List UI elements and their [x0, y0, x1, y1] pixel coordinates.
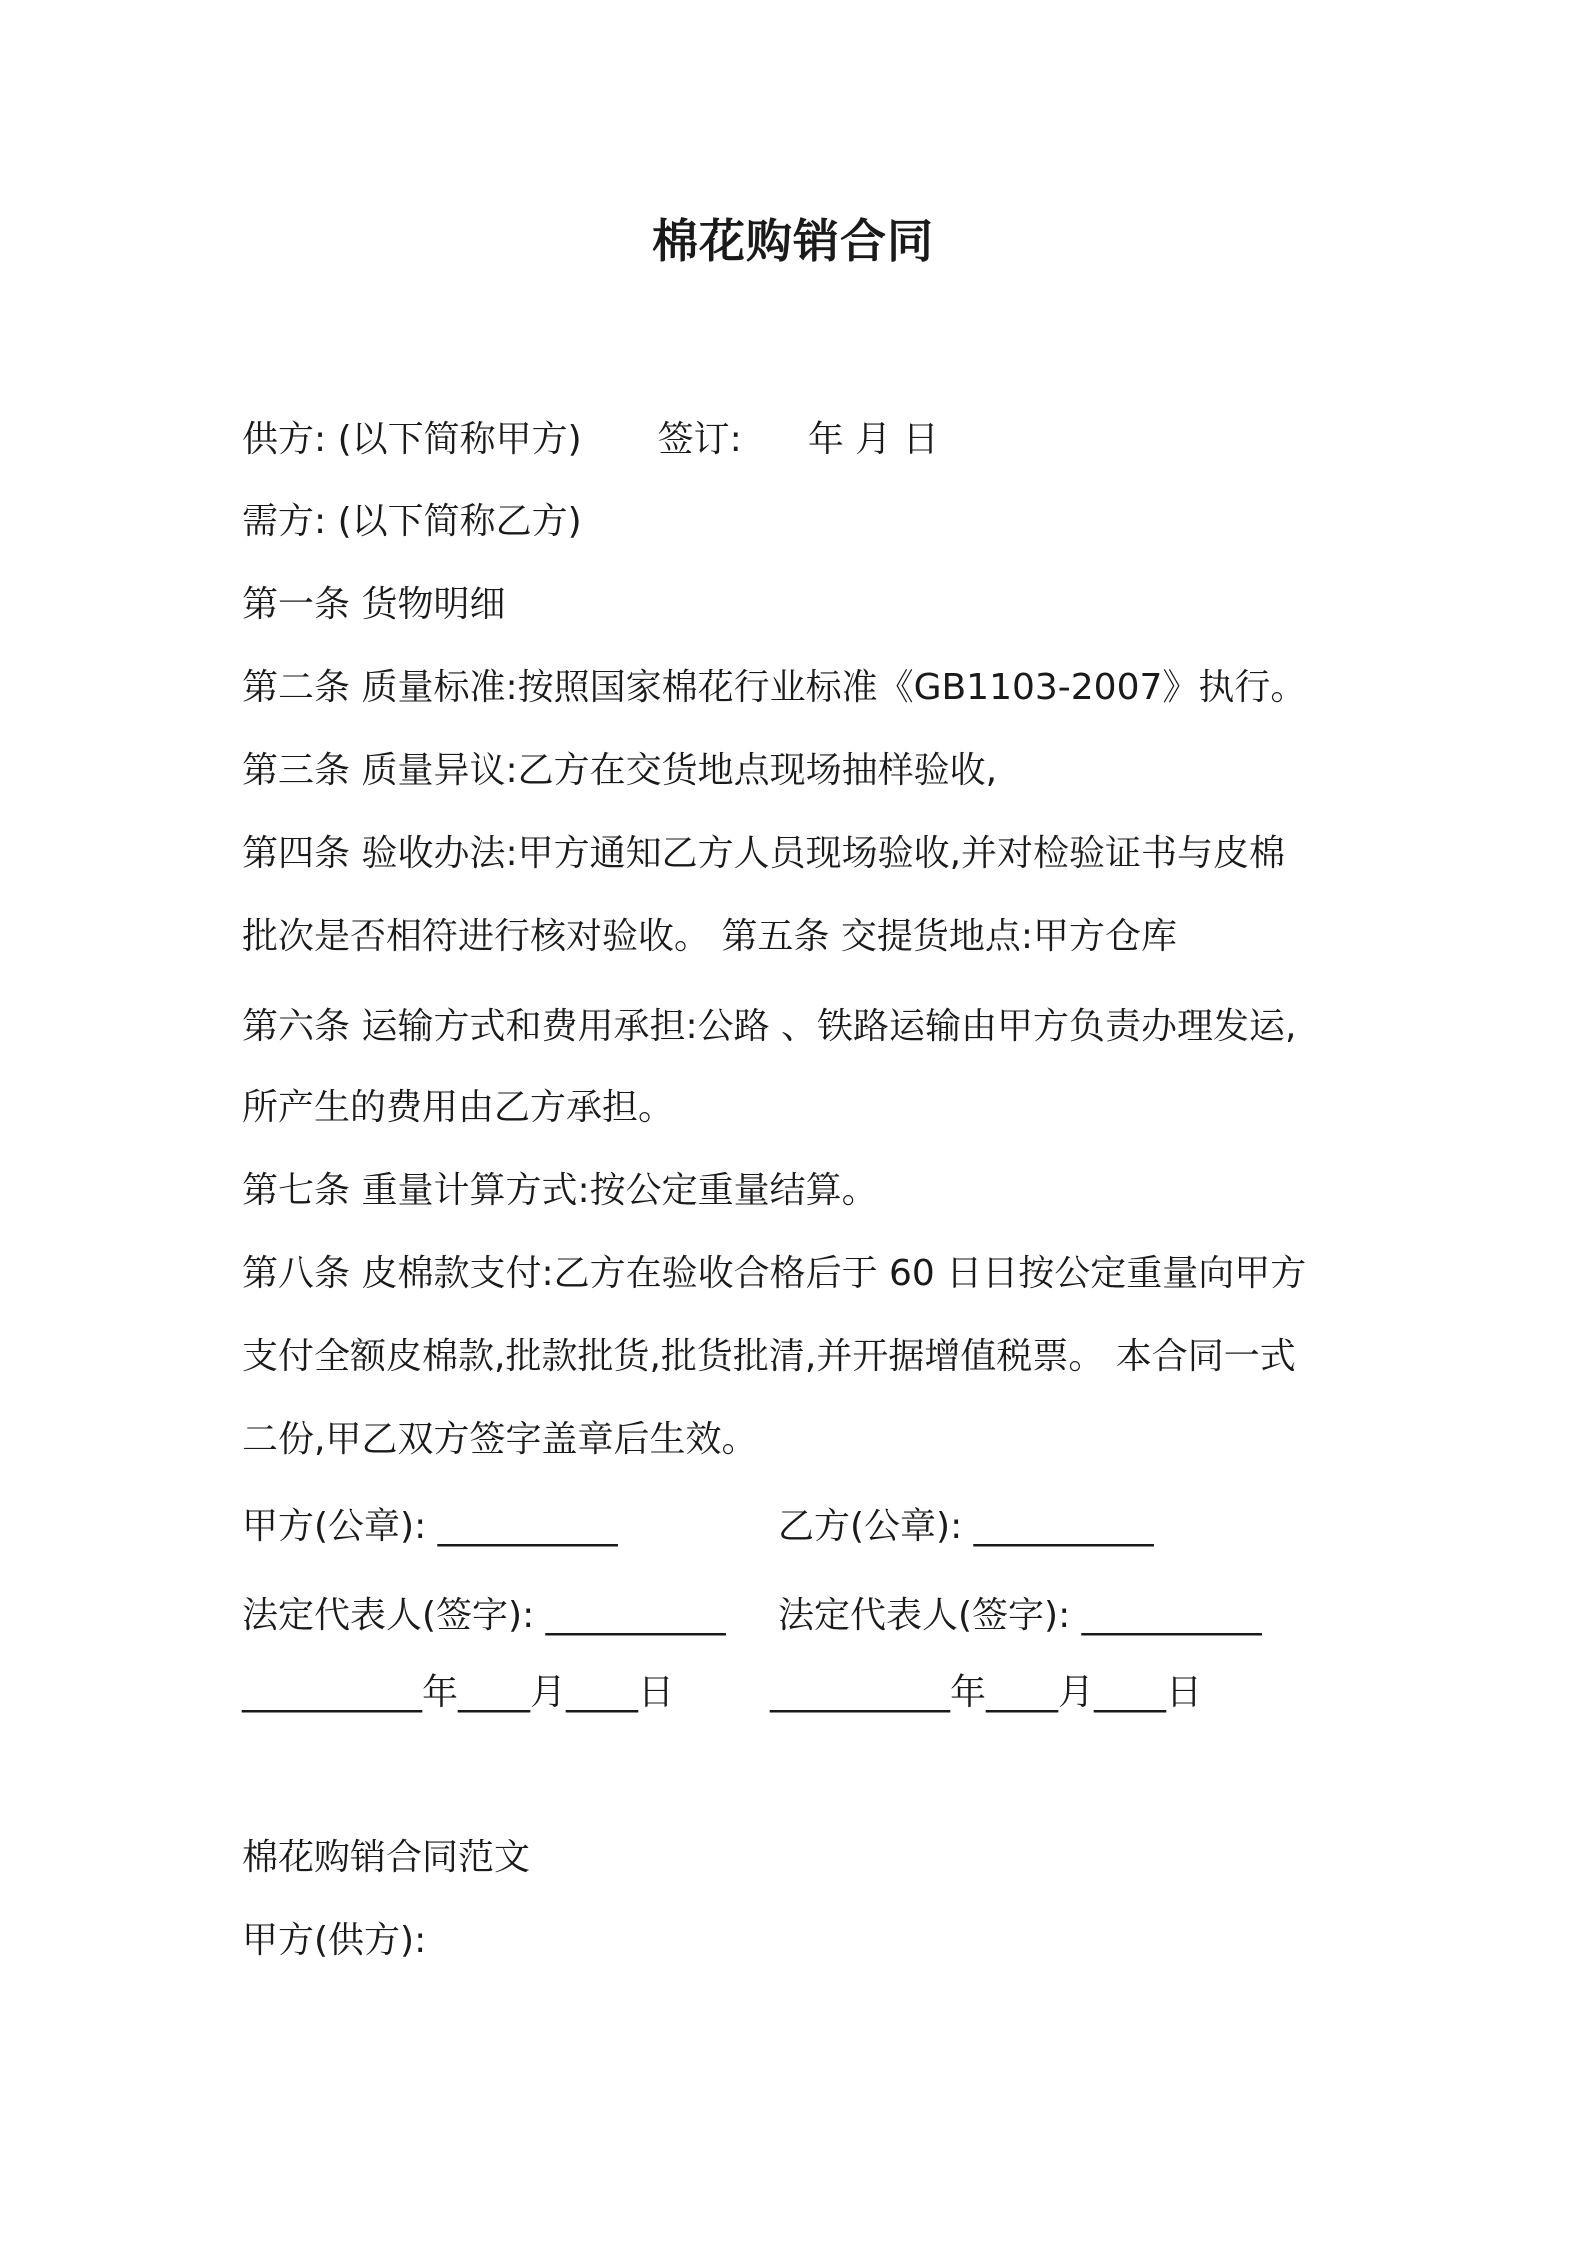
article-2: 第二条 质量标准:按照国家棉花行业标准《GB1103-2007》执行。 [242, 667, 1307, 708]
article-8-line-1: 第八条 皮棉款支付:乙方在验收合格后于 60 日日按公定重量向甲方 [242, 1253, 1307, 1294]
header-line-supplier [242, 415, 1372, 465]
supplier-label: 供方: (以下简称甲方) [242, 419, 582, 460]
article-6-line-1: 第六条 运输方式和费用承担:公路 、铁路运输由甲方负责办理发运, [242, 1006, 1297, 1047]
article-8-line-2: 支付全额皮棉款,批款批货,批货批清,并开据增值税票。 本合同一式 [242, 1336, 1296, 1377]
party-b-seal: 乙方(公章): __________ [778, 1506, 1154, 1547]
signed-label: 签订: [657, 419, 742, 460]
party-a-date: __________年____月____日 [242, 1672, 674, 1713]
article-4-line-2: 批次是否相符进行核对验收。 第五条 交提货地点:甲方仓库 [242, 916, 1178, 957]
article-6-line-2: 所产生的费用由乙方承担。 [242, 1087, 675, 1128]
signature-rep-row [242, 1591, 1372, 1641]
signature-date-row [242, 1668, 1372, 1718]
signed-date: 年 月 日 [807, 419, 939, 460]
sample-title: 棉花购销合同范文 [242, 1837, 531, 1878]
sample-party-a: 甲方(供方): [242, 1920, 427, 1961]
signature-seal-row [242, 1502, 1372, 1552]
article-7: 第七条 重量计算方式:按公定重量结算。 [242, 1170, 878, 1211]
party-b-date: __________年____月____日 [770, 1672, 1202, 1713]
header-line-buyer: 需方: (以下简称乙方) [242, 501, 582, 542]
article-1: 第一条 货物明细 [242, 584, 506, 625]
document-title: 棉花购销合同 [652, 214, 934, 268]
article-8-line-3: 二份,甲乙双方签字盖章后生效。 [242, 1419, 758, 1460]
party-a-seal: 甲方(公章): __________ [242, 1506, 618, 1547]
party-a-rep: 法定代表人(签字): __________ [242, 1595, 726, 1636]
article-4-line-1: 第四条 验收办法:甲方通知乙方人员现场验收,并对检验证书与皮棉 [242, 833, 1286, 874]
party-b-rep: 法定代表人(签字): __________ [778, 1595, 1262, 1636]
article-3: 第三条 质量异议:乙方在交货地点现场抽样验收, [242, 750, 998, 791]
